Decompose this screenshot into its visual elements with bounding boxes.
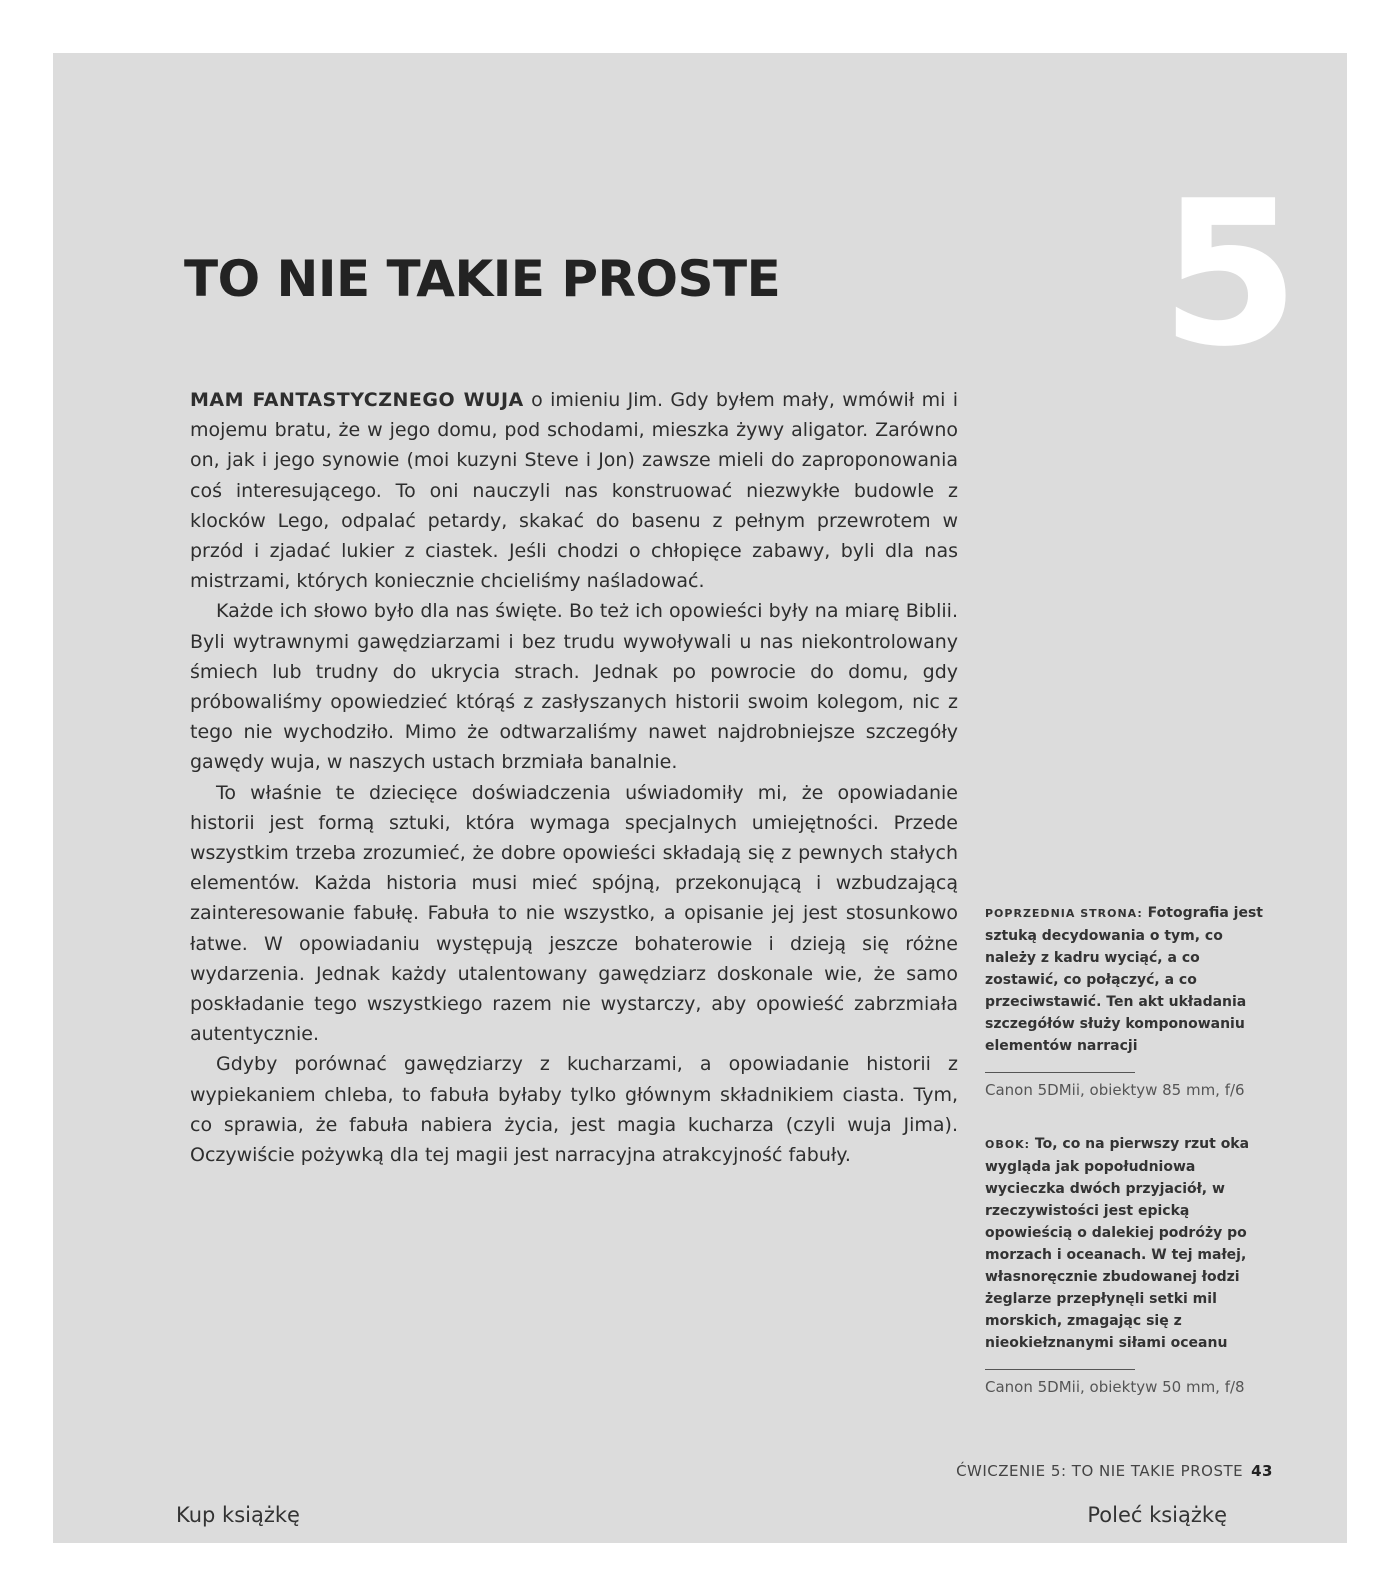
recommend-book-link[interactable]: Poleć książkę — [1087, 1503, 1227, 1527]
caption-label: OBOK: — [985, 1138, 1031, 1151]
caption-beside-text — [985, 1133, 1275, 1354]
running-head: ĆWICZENIE 5: TO NIE TAKIE PROSTE — [956, 1462, 1244, 1480]
paragraph-4: Gdyby porównać gawędziarzy z kucharzami, a opowiadanie historii z wypiekaniem chleba, to fabuła byłaby tylko głównym składnikiem ciasta. Tym, co sprawia, że fabuła nabiera życia, jest magia kucharza (czyli wuja Jima). Oczywiście pożywką dla tej magii jest narracyjna atrakcyjność fabuły. — [190, 1053, 958, 1167]
caption-beside — [985, 1133, 1275, 1398]
page-number: 43 — [1251, 1462, 1273, 1480]
caption-body: To, co na pierwszy rzut oka wygląda jak popołudniowa wycieczka dwóch przyjaciół, w rzeczywistości jest epicką opowieścią o dalekiej podróży po morzach i oceanach. W tej małej, własnoręcznie zbudowanej łodzi żeglarze przepłynęli setki mil morskich, zmagając się z nieokiełznanymi siłami oceanu — [985, 1136, 1250, 1351]
caption-body: Fotografia jest sztuką decydowania o tym, co należy z kadru wyciąć, a co zostawić, co połączyć, a co przeciwstawić. Ten akt układania szczegółów służy komponowaniu elementów narracji — [985, 905, 1263, 1054]
lead-in: MAM FANTASTYCZNEGO WUJA — [190, 389, 524, 411]
paragraph-1 — [190, 385, 958, 596]
running-footer — [956, 1462, 1273, 1480]
camera-info: Canon 5DMii, obiektyw 50 mm, f/8 — [985, 1378, 1245, 1396]
paragraph-1-text: o imieniu Jim. Gdy byłem mały, wmówił mi i mojemu bratu, że w jego domu, pod schodami, mieszka żywy aligator. Zarówno on, jak i jego synowie (moi kuzyni Steve i Jon) zawsze mieli do zaproponowania coś interesującego. To oni nauczyli nas konstruować niezwykłe budowle z klocków Lego, odpalać petardy, skakać do basenu z pełnym przewrotem w przód i zjadać lukier z ciastek. Jeśli chodzi o chłopięce zabawy, byli dla nas mistrzami, których koniecznie chcieliśmy naśladować. — [190, 389, 959, 593]
body-text — [190, 385, 958, 1170]
caption-previous-text — [985, 902, 1275, 1057]
caption-divider — [985, 1072, 1135, 1073]
chapter-number: 5 — [1160, 158, 1300, 391]
caption-previous-page — [985, 902, 1275, 1101]
camera-info: Canon 5DMii, obiektyw 85 mm, f/6 — [985, 1081, 1245, 1099]
caption-label: POPRZEDNIA STRONA: — [985, 907, 1143, 920]
caption-divider — [985, 1369, 1135, 1370]
chapter-title: TO NIE TAKIE PROSTE — [184, 250, 781, 308]
paragraph-2: Każde ich słowo było dla nas święte. Bo też ich opowieści były na miarę Biblii. Byli wytrawnymi gawędziarzami i bez trudu wywoływali u nas niekontrolowany śmiech lub trudny do ukrycia strach. Jednak po powrocie do domu, gdy próbowaliśmy opowiedzieć którąś z zasłyszanych historii swoim kolegom, nic z tego nie wychodziło. Mimo że odtwarzaliśmy nawet najdrobniejsze szczegóły gawędy wuja, w naszych ustach brzmiała banalnie. — [190, 600, 958, 774]
buy-book-link[interactable]: Kup książkę — [176, 1503, 300, 1527]
paragraph-3: To właśnie te dziecięce doświadczenia uświadomiły mi, że opowiadanie historii jest formą sztuki, która wymaga specjalnych umiejętności. Przede wszystkim trzeba zrozumieć, że dobre opowieści składają się z pewnych stałych elementów. Każda historia musi mieć spójną, przekonującą i wzbudzającą zainteresowanie fabułę. Fabuła to nie wszystko, a opisanie jej jest stosunkowo łatwe. W opowiadaniu występują jeszcze bohaterowie i dzieją się różne wydarzenia. Jednak każdy utalentowany gawędziarz doskonale wie, że samo poskładanie tego wszystkiego razem nie wystarczy, aby opowieść zabrzmiała autentycznie. — [190, 781, 958, 1046]
